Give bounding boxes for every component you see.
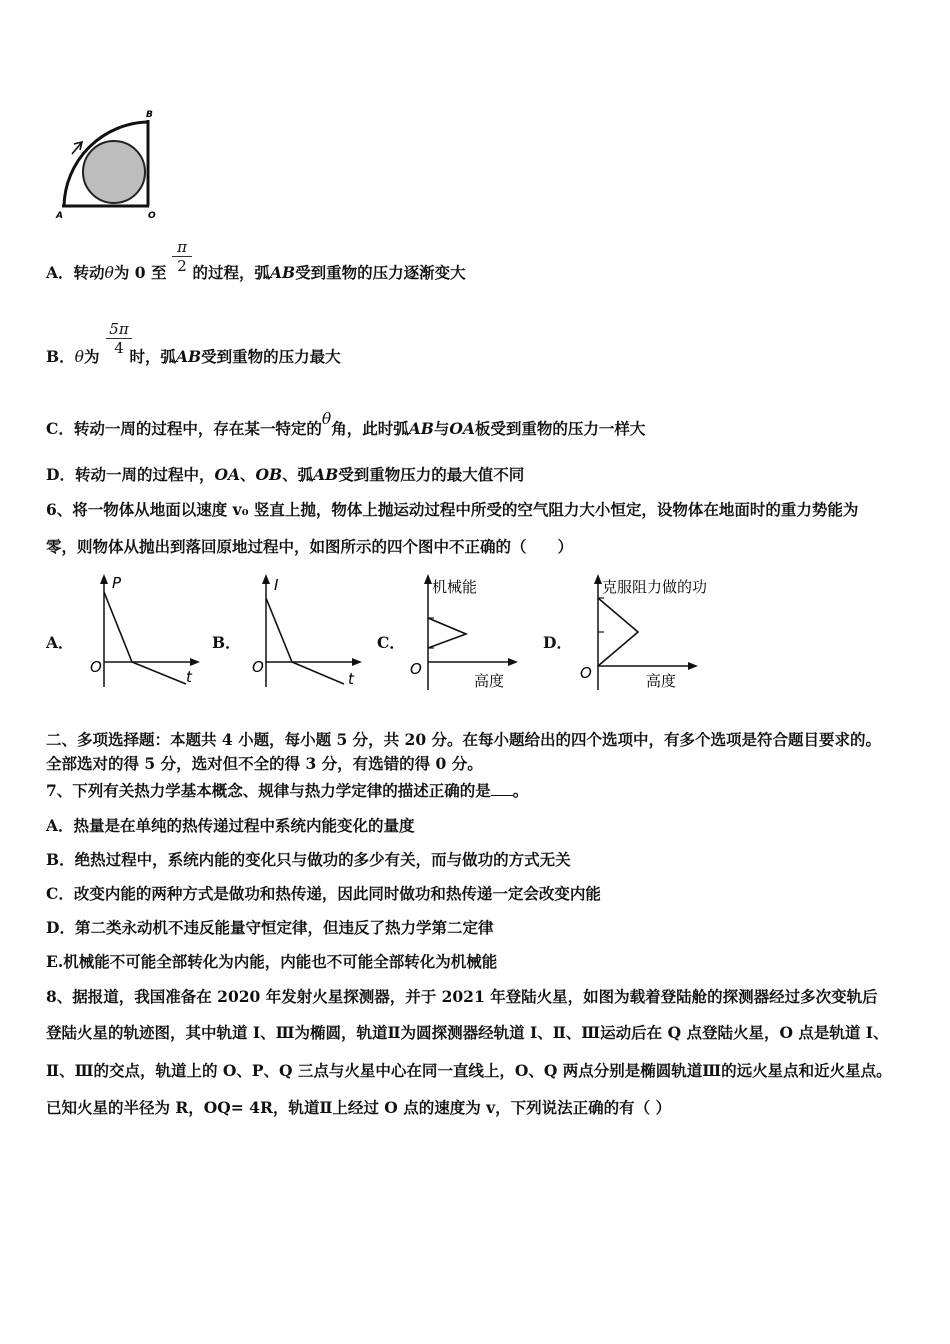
graph-c-energy-vs-height bbox=[408, 572, 520, 692]
quarter-circle-figure bbox=[52, 106, 162, 222]
q7-option-e: E.机械能不可能全部转化为内能，内能也不可能全部转化为机械能 bbox=[46, 952, 498, 971]
option-d-q5: D．转动一周的过程中，OA、OB、弧AB受到重物压力的最大值不同 bbox=[46, 465, 525, 484]
section-2-heading-line1: 二、多项选择题：本题共 4 小题，每小题 5 分，共 20 分。在每小题给出的四个选项中，有多个选项是符合题目要求的。 bbox=[46, 730, 882, 749]
i-curve bbox=[266, 598, 344, 684]
option-b-q5: B．θ为 时，弧AB受到重物的压力最大 bbox=[46, 347, 341, 366]
q7-option-c: C．改变内能的两种方式是做功和热传递，因此同时做功和热传递一定会改变内能 bbox=[46, 884, 601, 903]
q7-option-d: D．第二类永动机不违反能量守恒定律，但违反了热力学第二定律 bbox=[46, 918, 494, 937]
q6-option-b-label: B． bbox=[212, 633, 241, 652]
graph-d-origin: O bbox=[580, 664, 592, 682]
q6-option-a-label: A． bbox=[46, 633, 74, 652]
question-8-line4: 已知火星的半径为 R，OQ= 4R，轨道Ⅱ上经过 O 点的速度为 v，下列说法正确的有（ ） bbox=[46, 1098, 671, 1117]
question-7-stem: 7、下列有关热力学基本概念、规律与热力学定律的描述正确的是 。 bbox=[46, 781, 529, 800]
option-c-q5: C．转动一周的过程中，存在某一特定的θ角，此时弧AB与OA板受到重物的压力一样大 bbox=[46, 410, 646, 438]
graph-c-ylabel: 机械能 bbox=[432, 578, 478, 596]
q7-option-b: B．绝热过程中，系统内能的变化只与做功的多少有关，而与做功的方式无关 bbox=[46, 850, 571, 869]
graph-a-p-vs-t bbox=[88, 572, 203, 692]
energy-curve bbox=[428, 618, 466, 648]
heavy-ball bbox=[83, 141, 145, 203]
question-8-line3: Ⅱ、Ⅲ的交点，轨道上的 O、P、Q 三点与火星中心在同一直线上，O、Q 两点分别是椭圆轨道Ⅲ的远火星点和近火星点。 bbox=[46, 1061, 892, 1080]
section-2-heading-line2: 全部选对的得 5 分，选对但不全的得 3 分，有选错的得 0 分。 bbox=[46, 754, 483, 773]
p-curve bbox=[104, 592, 186, 684]
q6-option-d-label: D． bbox=[543, 633, 572, 652]
graph-b-origin: O bbox=[252, 658, 264, 676]
option-a-q5: A．转动θ为 0 至 的过程，弧AB受到重物的压力逐渐变大 bbox=[46, 263, 466, 282]
graph-b-ylabel: I bbox=[274, 576, 279, 594]
q7-option-a: A．热量是在单纯的热传递过程中系统内能变化的量度 bbox=[46, 816, 415, 835]
graph-c-origin: O bbox=[410, 660, 422, 678]
answer-blank bbox=[491, 795, 513, 796]
q6-option-c-label: C． bbox=[377, 633, 405, 652]
graph-a-origin: O bbox=[90, 658, 102, 676]
graph-d-xlabel: 高度 bbox=[646, 672, 677, 690]
label-a: A bbox=[56, 211, 63, 221]
question-8-line2: 登陆火星的轨迹图，其中轨道 I、Ⅲ为椭圆，轨道Ⅱ为圆探测器经轨道 I、Ⅱ、Ⅲ运动后在 Q 点登陆火星，O 点是轨道 I、 bbox=[46, 1023, 889, 1042]
label-o: O bbox=[148, 211, 156, 221]
graph-b-i-vs-t bbox=[250, 572, 365, 692]
fraction-5pi-over-4: $\frac{5\pi}{4}$ bbox=[106, 320, 132, 357]
question-8-line1: 8、据报道，我国准备在 2020 年发射火星探测器，并于 2021 年登陆火星，如图为载着登陆舱的探测器经过多次变轨后 bbox=[46, 987, 878, 1006]
question-6-line2: 零，则物体从抛出到落回原地过程中，如图所示的四个图中不正确的（ ） bbox=[46, 537, 574, 556]
label-b: B bbox=[146, 110, 153, 120]
graph-d-work-vs-height bbox=[578, 572, 738, 692]
question-6-line1: 6、将一物体从地面以速度 v₀ 竖直上抛，物体上抛运动过程中所受的空气阻力大小恒定，设物体在地面时的重力势能为 bbox=[46, 500, 859, 519]
graph-a-ylabel: P bbox=[112, 574, 122, 592]
fraction-pi-over-2: $\frac{\pi}{2}$ bbox=[172, 238, 192, 275]
graph-c-xlabel: 高度 bbox=[474, 672, 505, 690]
rotation-arrow-icon bbox=[72, 142, 82, 154]
graph-b-xlabel: t bbox=[348, 670, 354, 688]
graph-a-xlabel: t bbox=[186, 668, 192, 686]
graph-d-ylabel: 克服阻力做的功 bbox=[602, 578, 708, 596]
